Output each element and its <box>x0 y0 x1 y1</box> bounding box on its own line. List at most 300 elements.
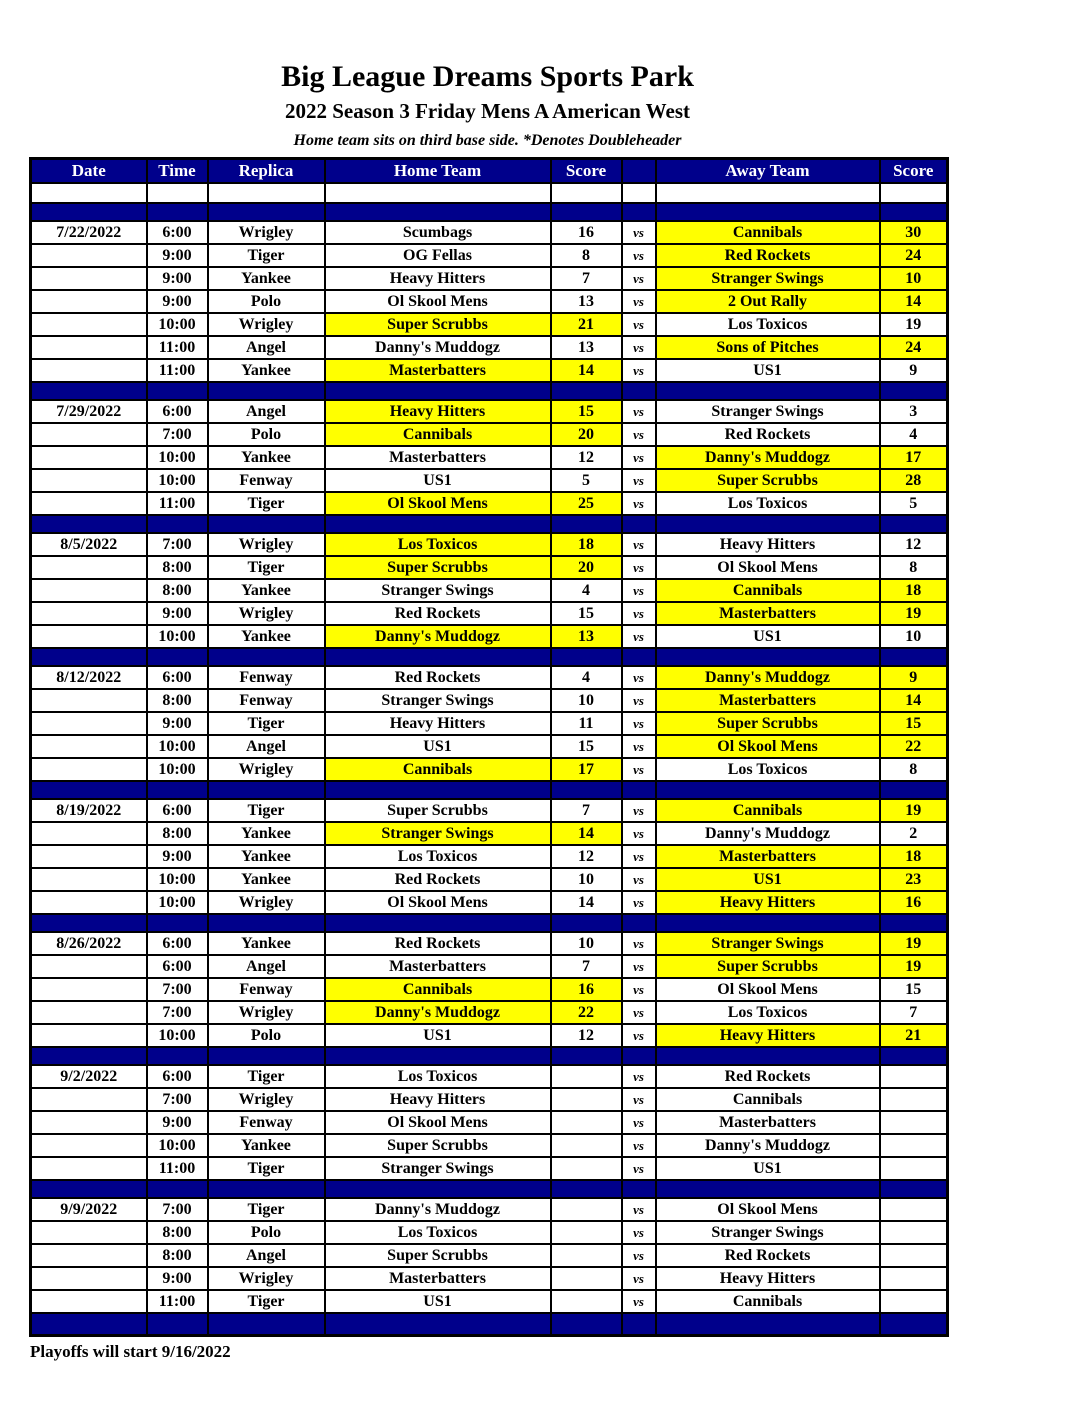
time-cell: 11:00 <box>147 1290 208 1313</box>
replica-cell: Tiger <box>208 1198 325 1221</box>
time-cell: 9:00 <box>147 712 208 735</box>
vs-cell: vs <box>622 1157 656 1180</box>
away-score-cell <box>880 1290 948 1313</box>
vs-cell: vs <box>622 556 656 579</box>
replica-cell: Yankee <box>208 932 325 955</box>
replica-cell: Fenway <box>208 469 325 492</box>
home-team-cell: Los Toxicos <box>325 845 551 868</box>
away-score-cell: 8 <box>880 758 948 781</box>
home-team-cell: Super Scrubbs <box>325 1244 551 1267</box>
empty-cell <box>208 203 325 221</box>
week-separator-row <box>31 648 948 666</box>
date-cell <box>31 1088 147 1111</box>
home-team-cell: Los Toxicos <box>325 1065 551 1088</box>
empty-cell <box>656 1313 880 1336</box>
date-cell <box>31 359 147 382</box>
vs-cell: vs <box>622 1290 656 1313</box>
empty-cell <box>325 515 551 533</box>
empty-cell <box>31 183 147 203</box>
home-score-cell: 12 <box>551 845 622 868</box>
game-row <box>31 1267 948 1290</box>
home-score-cell: 18 <box>551 533 622 556</box>
replica-cell: Yankee <box>208 267 325 290</box>
home-score-cell: 14 <box>551 891 622 914</box>
empty-cell <box>31 203 147 221</box>
away-team-cell: Los Toxicos <box>656 492 880 515</box>
game-row <box>31 1244 948 1267</box>
replica-cell: Polo <box>208 423 325 446</box>
week-separator-row <box>31 914 948 932</box>
game-row <box>31 400 948 423</box>
empty-cell <box>208 914 325 932</box>
col-header-home-team: Home Team <box>325 159 551 184</box>
date-cell <box>31 579 147 602</box>
empty-cell <box>622 382 656 400</box>
home-score-cell: 16 <box>551 978 622 1001</box>
home-team-cell: Scumbags <box>325 221 551 244</box>
away-team-cell: Los Toxicos <box>656 758 880 781</box>
home-score-cell <box>551 1267 622 1290</box>
vs-cell: vs <box>622 868 656 891</box>
away-team-cell: Heavy Hitters <box>656 1267 880 1290</box>
away-score-cell: 18 <box>880 579 948 602</box>
playoffs-note: Playoffs will start 9/16/2022 <box>30 1342 231 1362</box>
page-title: Big League Dreams Sports Park <box>281 60 694 93</box>
away-score-cell: 10 <box>880 267 948 290</box>
home-score-cell: 4 <box>551 579 622 602</box>
away-score-cell: 12 <box>880 533 948 556</box>
empty-cell <box>880 1180 948 1198</box>
game-row <box>31 469 948 492</box>
away-score-cell: 4 <box>880 423 948 446</box>
home-team-cell: Danny's Muddogz <box>325 1001 551 1024</box>
week-separator-row <box>31 1180 948 1198</box>
week-separator-row <box>31 382 948 400</box>
vs-cell: vs <box>622 1198 656 1221</box>
away-team-cell: Super Scrubbs <box>656 712 880 735</box>
empty-cell <box>551 1313 622 1336</box>
date-cell <box>31 978 147 1001</box>
spacer-row <box>31 183 948 203</box>
empty-cell <box>622 203 656 221</box>
home-team-cell: Ol Skool Mens <box>325 492 551 515</box>
replica-cell: Tiger <box>208 1157 325 1180</box>
date-cell <box>31 313 147 336</box>
replica-cell: Yankee <box>208 1134 325 1157</box>
away-team-cell: Heavy Hitters <box>656 1024 880 1047</box>
away-team-cell: Super Scrubbs <box>656 469 880 492</box>
home-score-cell: 20 <box>551 423 622 446</box>
empty-cell <box>656 203 880 221</box>
date-cell <box>31 267 147 290</box>
away-team-cell: Danny's Muddogz <box>656 666 880 689</box>
time-cell: 6:00 <box>147 1065 208 1088</box>
vs-cell: vs <box>622 735 656 758</box>
away-team-cell: Cannibals <box>656 579 880 602</box>
empty-cell <box>208 648 325 666</box>
away-score-cell <box>880 1198 948 1221</box>
empty-cell <box>31 1180 147 1198</box>
time-cell: 7:00 <box>147 1198 208 1221</box>
col-header-vs <box>622 159 656 184</box>
time-cell: 8:00 <box>147 556 208 579</box>
away-team-cell: Cannibals <box>656 221 880 244</box>
home-score-cell: 22 <box>551 1001 622 1024</box>
empty-cell <box>325 914 551 932</box>
replica-cell: Angel <box>208 400 325 423</box>
empty-cell <box>325 648 551 666</box>
game-row <box>31 625 948 648</box>
away-score-cell <box>880 1111 948 1134</box>
home-team-cell: Stranger Swings <box>325 579 551 602</box>
empty-cell <box>147 382 208 400</box>
replica-cell: Wrigley <box>208 602 325 625</box>
away-team-cell: Danny's Muddogz <box>656 822 880 845</box>
home-score-cell: 4 <box>551 666 622 689</box>
time-cell: 7:00 <box>147 1088 208 1111</box>
home-team-cell: Ol Skool Mens <box>325 891 551 914</box>
empty-cell <box>622 1047 656 1065</box>
date-cell <box>31 423 147 446</box>
game-row <box>31 267 948 290</box>
game-row <box>31 978 948 1001</box>
empty-cell <box>208 1047 325 1065</box>
empty-cell <box>880 203 948 221</box>
date-cell <box>31 1157 147 1180</box>
date-cell <box>31 1244 147 1267</box>
date-cell <box>31 1134 147 1157</box>
date-cell <box>31 955 147 978</box>
time-cell: 6:00 <box>147 799 208 822</box>
away-team-cell: Ol Skool Mens <box>656 978 880 1001</box>
home-score-cell: 21 <box>551 313 622 336</box>
vs-cell: vs <box>622 1267 656 1290</box>
date-cell <box>31 1001 147 1024</box>
empty-cell <box>147 914 208 932</box>
week-separator-row <box>31 203 948 221</box>
home-score-cell <box>551 1157 622 1180</box>
vs-cell: vs <box>622 625 656 648</box>
game-row <box>31 891 948 914</box>
home-score-cell: 15 <box>551 735 622 758</box>
game-row <box>31 666 948 689</box>
game-row <box>31 1001 948 1024</box>
col-header-away-team: Away Team <box>656 159 880 184</box>
home-score-cell: 25 <box>551 492 622 515</box>
time-cell: 6:00 <box>147 932 208 955</box>
away-score-cell: 14 <box>880 290 948 313</box>
date-cell <box>31 891 147 914</box>
away-team-cell: US1 <box>656 359 880 382</box>
replica-cell: Yankee <box>208 822 325 845</box>
time-cell: 8:00 <box>147 822 208 845</box>
home-team-cell: Masterbatters <box>325 446 551 469</box>
home-team-note: Home team sits on third base side. *Denotes Doubleheader <box>293 131 682 149</box>
home-score-cell: 12 <box>551 1024 622 1047</box>
away-team-cell: Stranger Swings <box>656 267 880 290</box>
time-cell: 10:00 <box>147 735 208 758</box>
time-cell: 10:00 <box>147 469 208 492</box>
empty-cell <box>31 648 147 666</box>
home-score-cell <box>551 1065 622 1088</box>
vs-cell: vs <box>622 336 656 359</box>
game-row <box>31 1290 948 1313</box>
empty-cell <box>551 914 622 932</box>
page-header <box>29 60 946 149</box>
home-team-cell: Ol Skool Mens <box>325 1111 551 1134</box>
home-score-cell: 10 <box>551 868 622 891</box>
empty-cell <box>325 1313 551 1336</box>
replica-cell: Fenway <box>208 1111 325 1134</box>
home-score-cell <box>551 1290 622 1313</box>
replica-cell: Yankee <box>208 845 325 868</box>
away-team-cell: Cannibals <box>656 1290 880 1313</box>
empty-cell <box>551 781 622 799</box>
away-team-cell: Ol Skool Mens <box>656 556 880 579</box>
time-cell: 10:00 <box>147 313 208 336</box>
vs-cell: vs <box>622 955 656 978</box>
col-header-date: Date <box>31 159 147 184</box>
empty-cell <box>208 1180 325 1198</box>
game-row <box>31 758 948 781</box>
empty-cell <box>325 382 551 400</box>
home-score-cell: 17 <box>551 758 622 781</box>
date-cell: 8/12/2022 <box>31 666 147 689</box>
time-cell: 7:00 <box>147 423 208 446</box>
date-cell <box>31 822 147 845</box>
away-score-cell: 14 <box>880 689 948 712</box>
replica-cell: Wrigley <box>208 221 325 244</box>
replica-cell: Tiger <box>208 556 325 579</box>
home-team-cell: Masterbatters <box>325 1267 551 1290</box>
date-cell: 7/29/2022 <box>31 400 147 423</box>
vs-cell: vs <box>622 1221 656 1244</box>
game-row <box>31 822 948 845</box>
home-team-cell: US1 <box>325 1024 551 1047</box>
empty-cell <box>147 781 208 799</box>
empty-cell <box>551 382 622 400</box>
replica-cell: Tiger <box>208 244 325 267</box>
game-row <box>31 1157 948 1180</box>
time-cell: 9:00 <box>147 267 208 290</box>
date-cell: 8/19/2022 <box>31 799 147 822</box>
time-cell: 7:00 <box>147 1001 208 1024</box>
empty-cell <box>880 914 948 932</box>
home-score-cell: 7 <box>551 267 622 290</box>
away-score-cell: 24 <box>880 244 948 267</box>
col-header-time: Time <box>147 159 208 184</box>
date-cell <box>31 712 147 735</box>
time-cell: 10:00 <box>147 891 208 914</box>
replica-cell: Tiger <box>208 799 325 822</box>
empty-cell <box>551 183 622 203</box>
home-team-cell: Los Toxicos <box>325 533 551 556</box>
time-cell: 7:00 <box>147 978 208 1001</box>
home-team-cell: Super Scrubbs <box>325 313 551 336</box>
vs-cell: vs <box>622 822 656 845</box>
home-score-cell: 16 <box>551 221 622 244</box>
away-score-cell: 19 <box>880 955 948 978</box>
home-score-cell <box>551 1088 622 1111</box>
game-row <box>31 932 948 955</box>
home-score-cell <box>551 1221 622 1244</box>
home-score-cell: 10 <box>551 932 622 955</box>
col-header-replica: Replica <box>208 159 325 184</box>
vs-cell: vs <box>622 1111 656 1134</box>
away-team-cell: Masterbatters <box>656 1111 880 1134</box>
replica-cell: Yankee <box>208 359 325 382</box>
date-cell <box>31 1024 147 1047</box>
away-team-cell: Stranger Swings <box>656 932 880 955</box>
game-row <box>31 446 948 469</box>
home-team-cell: Masterbatters <box>325 955 551 978</box>
time-cell: 10:00 <box>147 625 208 648</box>
away-score-cell: 15 <box>880 978 948 1001</box>
home-team-cell: Super Scrubbs <box>325 799 551 822</box>
date-cell: 9/9/2022 <box>31 1198 147 1221</box>
away-team-cell: Los Toxicos <box>656 313 880 336</box>
time-cell: 9:00 <box>147 845 208 868</box>
replica-cell: Wrigley <box>208 758 325 781</box>
replica-cell: Yankee <box>208 625 325 648</box>
replica-cell: Yankee <box>208 446 325 469</box>
empty-cell <box>880 781 948 799</box>
game-row <box>31 579 948 602</box>
home-score-cell: 7 <box>551 955 622 978</box>
game-row <box>31 1134 948 1157</box>
time-cell: 8:00 <box>147 1221 208 1244</box>
vs-cell: vs <box>622 400 656 423</box>
home-team-cell: Stranger Swings <box>325 689 551 712</box>
empty-cell <box>325 1180 551 1198</box>
away-team-cell: Danny's Muddogz <box>656 1134 880 1157</box>
away-score-cell <box>880 1244 948 1267</box>
empty-cell <box>551 1047 622 1065</box>
game-row <box>31 359 948 382</box>
home-team-cell: Ol Skool Mens <box>325 290 551 313</box>
date-cell <box>31 602 147 625</box>
away-team-cell: US1 <box>656 868 880 891</box>
home-team-cell: Red Rockets <box>325 666 551 689</box>
home-team-cell: Heavy Hitters <box>325 267 551 290</box>
away-score-cell: 19 <box>880 602 948 625</box>
replica-cell: Tiger <box>208 492 325 515</box>
away-team-cell: Sons of Pitches <box>656 336 880 359</box>
home-team-cell: Red Rockets <box>325 602 551 625</box>
empty-cell <box>31 382 147 400</box>
time-cell: 10:00 <box>147 1024 208 1047</box>
vs-cell: vs <box>622 313 656 336</box>
vs-cell: vs <box>622 1088 656 1111</box>
schedule-table-head <box>31 159 948 184</box>
time-cell: 10:00 <box>147 1134 208 1157</box>
game-row <box>31 845 948 868</box>
replica-cell: Angel <box>208 1244 325 1267</box>
time-cell: 8:00 <box>147 689 208 712</box>
empty-cell <box>147 515 208 533</box>
replica-cell: Angel <box>208 336 325 359</box>
away-score-cell: 19 <box>880 799 948 822</box>
game-row <box>31 1221 948 1244</box>
empty-cell <box>31 914 147 932</box>
away-score-cell: 30 <box>880 221 948 244</box>
vs-cell: vs <box>622 359 656 382</box>
away-score-cell: 9 <box>880 359 948 382</box>
away-team-cell: Ol Skool Mens <box>656 735 880 758</box>
away-score-cell: 22 <box>880 735 948 758</box>
date-cell <box>31 556 147 579</box>
vs-cell: vs <box>622 602 656 625</box>
time-cell: 9:00 <box>147 290 208 313</box>
game-row <box>31 735 948 758</box>
away-score-cell: 5 <box>880 492 948 515</box>
away-score-cell: 10 <box>880 625 948 648</box>
game-row <box>31 1024 948 1047</box>
time-cell: 11:00 <box>147 336 208 359</box>
replica-cell: Yankee <box>208 868 325 891</box>
empty-cell <box>31 781 147 799</box>
game-row <box>31 533 948 556</box>
empty-cell <box>656 781 880 799</box>
vs-cell: vs <box>622 469 656 492</box>
away-score-cell: 19 <box>880 932 948 955</box>
game-row <box>31 799 948 822</box>
home-team-cell: Stranger Swings <box>325 822 551 845</box>
vs-cell: vs <box>622 244 656 267</box>
schedule-body <box>31 183 948 1336</box>
empty-cell <box>622 183 656 203</box>
home-team-cell: Stranger Swings <box>325 1157 551 1180</box>
game-row <box>31 313 948 336</box>
away-team-cell: Red Rockets <box>656 244 880 267</box>
replica-cell: Polo <box>208 290 325 313</box>
replica-cell: Fenway <box>208 689 325 712</box>
away-score-cell: 15 <box>880 712 948 735</box>
date-cell: 8/26/2022 <box>31 932 147 955</box>
away-team-cell: Los Toxicos <box>656 1001 880 1024</box>
empty-cell <box>31 515 147 533</box>
vs-cell: vs <box>622 446 656 469</box>
game-row <box>31 336 948 359</box>
date-cell: 8/5/2022 <box>31 533 147 556</box>
away-team-cell: US1 <box>656 1157 880 1180</box>
vs-cell: vs <box>622 533 656 556</box>
away-team-cell: Masterbatters <box>656 845 880 868</box>
empty-cell <box>880 1047 948 1065</box>
away-team-cell: Masterbatters <box>656 689 880 712</box>
replica-cell: Wrigley <box>208 1088 325 1111</box>
empty-cell <box>551 203 622 221</box>
time-cell: 11:00 <box>147 359 208 382</box>
game-row <box>31 955 948 978</box>
vs-cell: vs <box>622 423 656 446</box>
home-team-cell: US1 <box>325 735 551 758</box>
home-score-cell: 14 <box>551 359 622 382</box>
date-cell <box>31 469 147 492</box>
away-score-cell: 8 <box>880 556 948 579</box>
away-score-cell: 17 <box>880 446 948 469</box>
time-cell: 11:00 <box>147 492 208 515</box>
away-score-cell: 3 <box>880 400 948 423</box>
time-cell: 8:00 <box>147 579 208 602</box>
time-cell: 9:00 <box>147 1267 208 1290</box>
away-score-cell: 28 <box>880 469 948 492</box>
empty-cell <box>656 382 880 400</box>
header-row <box>31 159 948 184</box>
vs-cell: vs <box>622 1134 656 1157</box>
date-cell <box>31 625 147 648</box>
home-team-cell: Super Scrubbs <box>325 1134 551 1157</box>
